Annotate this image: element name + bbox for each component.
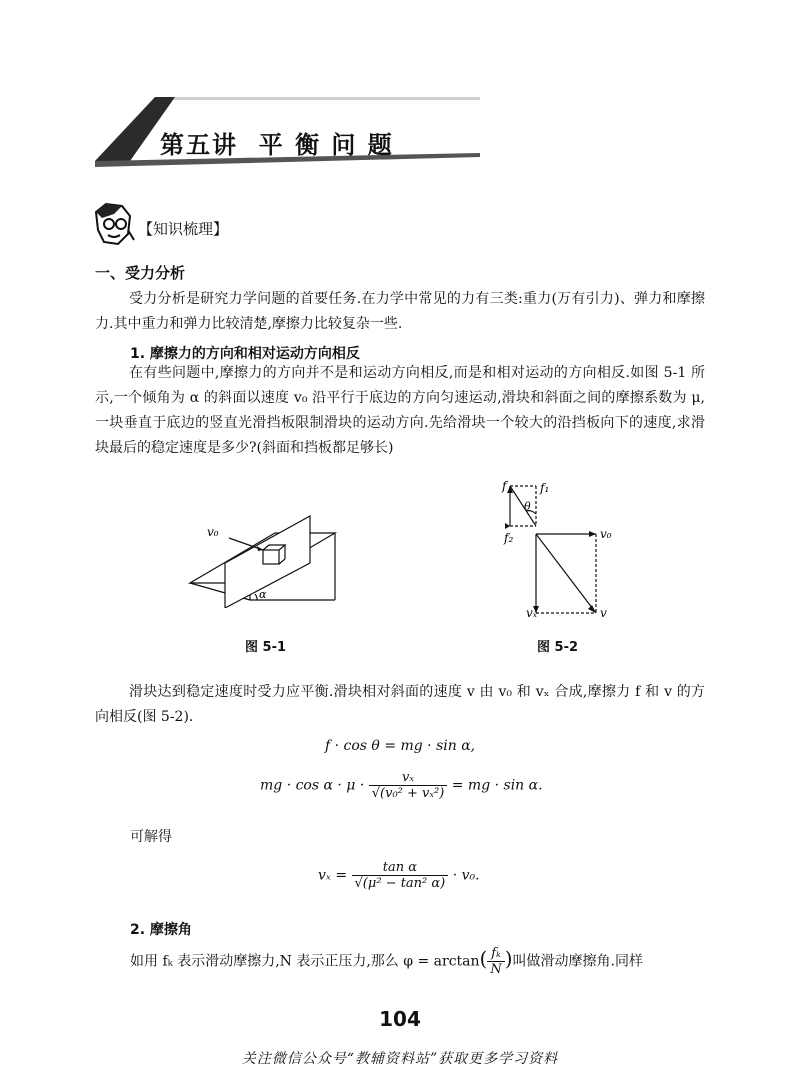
eq3-fraction — [352, 860, 449, 891]
equation-1: f · cos θ = mg · sin α, — [325, 738, 476, 754]
solve-text: 可解得 — [130, 829, 172, 845]
equation-3 — [318, 860, 480, 891]
section2-denominator: N — [487, 961, 504, 977]
section2-heading: 2. 摩擦角 — [130, 922, 192, 938]
eq3-right: · v₀. — [452, 867, 480, 884]
section2-paragraph: 如用 fₖ 表示滑动摩擦力,N 表示正压力,那么 φ = arctan( $\frac{\text{fₖ}}{N}$ )叫做滑动摩擦角.同样 — [130, 946, 643, 977]
eq2-numerator: vₓ — [402, 770, 414, 785]
section2-numerator: fₖ — [491, 946, 501, 961]
eq2-right: = mg · sin α. — [451, 777, 543, 794]
eq3-numerator: tan α — [382, 860, 417, 875]
section2-text-b: 叫做滑动摩擦角.同样 — [512, 953, 643, 970]
figure-5-1 — [185, 508, 360, 608]
figure-5-2-caption: 图 5-2 — [537, 640, 579, 655]
section1-heading: 一、受力分析 — [95, 264, 186, 282]
fig2-f1-label: f₁ — [540, 481, 550, 495]
fig2-f-label: f — [502, 479, 507, 493]
fig1-v0-label: v₀ — [207, 525, 219, 539]
fig2-theta-label: θ — [524, 500, 531, 513]
fig2-vx-label: vₓ — [526, 606, 538, 618]
eq2-denominator: √(v₀² + vₓ²) — [369, 785, 448, 801]
solution-paragraph: 滑块达到稳定速度时受力应平衡.滑块相对斜面的速度 v 由 v₀ 和 vₓ 合成,摩擦力 f 和 v 的方向相反(图 5-2). — [95, 684, 705, 725]
fig2-f2-label: f₂ — [504, 531, 514, 545]
fig2-v-label: v — [600, 606, 607, 618]
sub1-paragraph: 在有些问题中,摩擦力的方向并不是和运动方向相反,而是和相对运动的方向相反.如图 5-1 所示,一个倾角为 α 的斜面以速度 v₀ 沿平行于底边的方向匀速运动,滑块和斜面之间的摩擦系数为 μ,一块垂直于底边的竖直光滑挡板限制滑块的运动方向.先给滑块一个较大的沿挡板向下的速度,求滑块最后的稳定速度是多少?(斜面和挡板都足够长) — [95, 365, 705, 456]
eq3-left: vₓ = — [318, 867, 348, 884]
page-number: 104 — [379, 1007, 421, 1031]
figure-5-2 — [500, 478, 630, 618]
mascot-icon — [92, 200, 136, 248]
eq2-fraction — [369, 770, 448, 801]
sub1-heading: 1. 摩擦力的方向和相对运动方向相反 — [130, 346, 360, 362]
eq2-left: mg · cos α · μ · — [260, 777, 365, 794]
equation-2 — [260, 770, 543, 801]
chapter-title: 第五讲 平 衡 问 题 — [160, 131, 394, 159]
figure-5-1-caption: 图 5-1 — [245, 640, 287, 655]
section2-text-a: 如用 fₖ 表示滑动摩擦力,N 表示正压力,那么 φ = arctan — [130, 953, 480, 970]
fig2-v0-label: v₀ — [600, 527, 612, 541]
section-tag: 【知识梳理】 — [138, 220, 229, 238]
fig1-alpha-label: α — [259, 588, 267, 601]
eq3-denominator: √(μ² − tan² α) — [352, 875, 449, 891]
section1-intro: 受力分析是研究力学问题的首要任务.在力学中常见的力有三类:重力(万有引力)、弹力和摩擦力.其中重力和弹力比较清楚,摩擦力比较复杂一些. — [95, 291, 705, 332]
section2-fraction — [487, 946, 504, 977]
footer-note: 关注微信公众号“教辅资料站”获取更多学习资料 — [241, 1051, 559, 1067]
